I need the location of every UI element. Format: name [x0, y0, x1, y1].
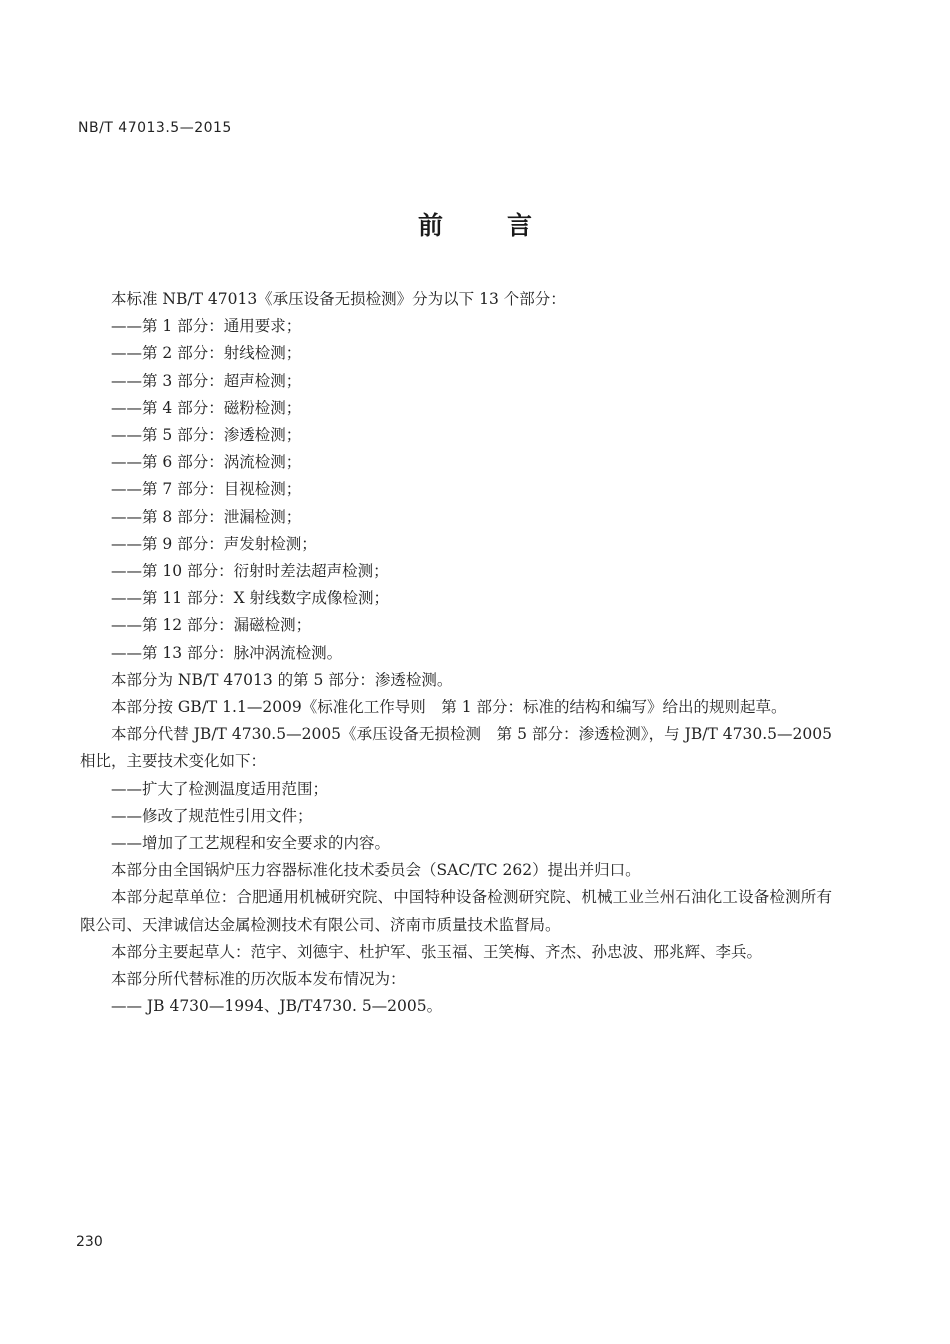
history-list [80, 993, 832, 1020]
list-item: ——第 10 部分：衍射时差法超声检测； [111, 562, 389, 581]
list-item: ——第 8 部分：泄漏检测； [111, 507, 302, 526]
proposed-by-paragraph: 本部分由全国锅炉压力容器标准化技术委员会（SAC/TC 262）提出并归口。 [111, 861, 641, 880]
drafters-paragraph: 本部分主要起草人：范宇、刘德宇、杜护军、张玉福、王笑梅、齐杰、孙忠波、邢兆辉、李兵。 [111, 942, 763, 961]
list-item: ——第 1 部分：通用要求； [111, 317, 302, 336]
list-item: ——修改了规范性引用文件； [111, 806, 313, 825]
replaces-paragraph: 本部分代替 JB/T 4730.5—2005《承压设备无损检测 第 5 部分：渗透检测》，与 JB/T 4730.5—2005 相比，主要技术变化如下： [80, 725, 832, 771]
drafting-rule-paragraph: 本部分按 GB/T 1.1—2009《标准化工作导则 第 1 部分：标准的结构和编写》给出的规则起草。 [111, 698, 787, 717]
page-number: 230 [76, 1234, 103, 1250]
list-item: ——第 12 部分：漏磁检测； [111, 616, 312, 635]
list-item: ——第 11 部分：X 射线数字成像检测； [111, 589, 390, 608]
list-item: ——第 3 部分：超声检测； [111, 371, 302, 390]
standard-code: NB/T 47013.5—2015 [78, 120, 232, 136]
list-item: ——第 5 部分：渗透检测； [111, 426, 302, 445]
list-item: ——扩大了检测温度适用范围； [111, 779, 329, 798]
list-item: ——第 4 部分：磁粉检测； [111, 398, 302, 417]
drafting-units-paragraph: 本部分起草单位：合肥通用机械研究院、中国特种设备检测研究院、机械工业兰州石油化工设备检测所有限公司、天津诚信达金属检测技术有限公司、济南市质量技术监督局。 [80, 888, 832, 934]
list-item: ——第 13 部分：脉冲涡流检测。 [111, 643, 343, 662]
history-intro-paragraph: 本部分所代替标准的历次版本发布情况为： [111, 970, 406, 989]
this-part-paragraph: 本部分为 NB/T 47013 的第 5 部分：渗透检测。 [111, 670, 453, 689]
intro-paragraph: 本标准 NB/T 47013《承压设备无损检测》分为以下 13 个部分： [111, 290, 566, 308]
list-item: ——第 7 部分：目视检测； [111, 480, 302, 499]
document-body [80, 286, 832, 1020]
list-item: —— JB 4730—1994、JB/T4730. 5—2005。 [111, 997, 443, 1016]
changes-list [80, 776, 832, 858]
parts-list [80, 313, 832, 667]
list-item: ——第 2 部分：射线检测； [111, 344, 302, 363]
list-item: ——第 6 部分：涡流检测； [111, 453, 302, 472]
list-item: ——第 9 部分：声发射检测； [111, 534, 317, 553]
list-item: ——增加了工艺规程和安全要求的内容。 [111, 834, 391, 853]
page-title: 前言 [417, 211, 596, 240]
